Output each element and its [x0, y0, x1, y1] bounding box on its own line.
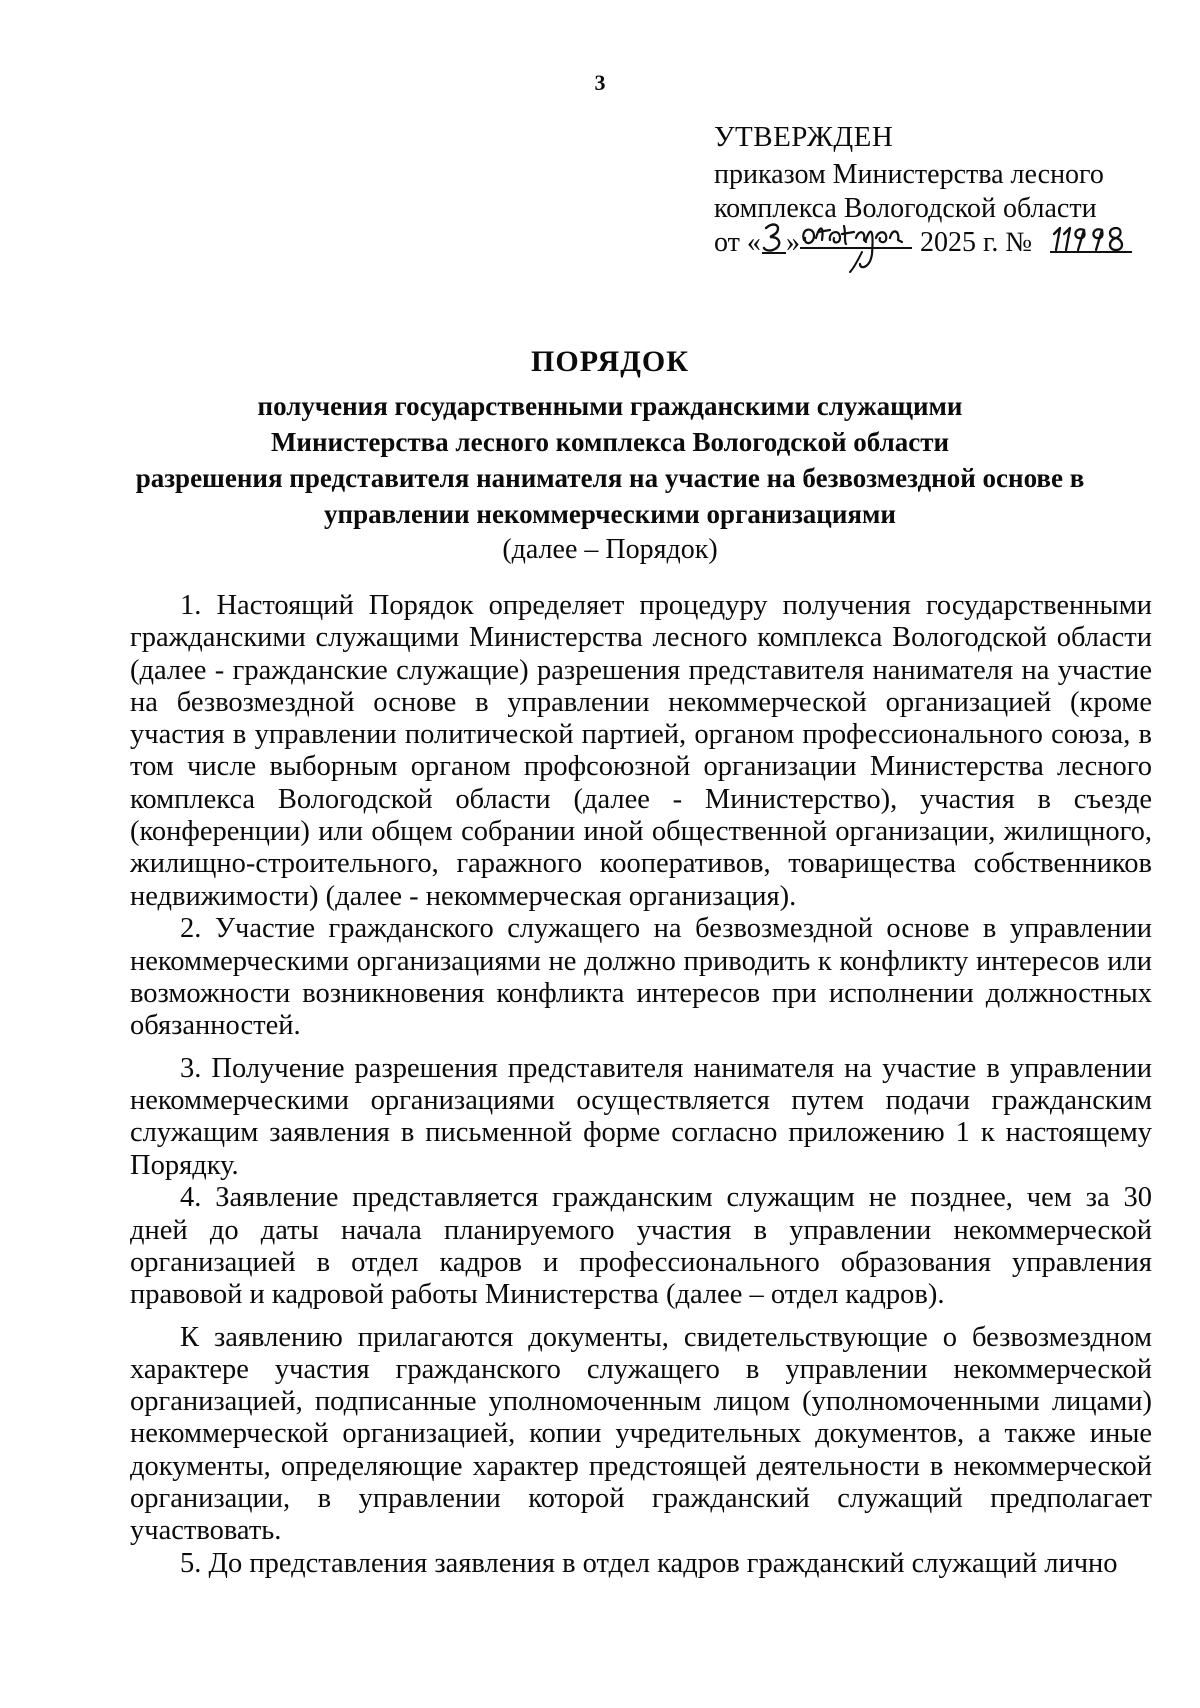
- paragraph-1: 1. Настоящий Порядок определяет процедуру получения государственными гражданскими служащими Министерства лесного комплекса Вологодской области (далее - гражданские служащие) разрешения представителя нанимателя на участие на безвозмездной основе в управлении некоммерческой организацией (кроме участия в управлении политической партией, органом профессионального союза, в том числе выборным органом профсоюзной организации Министерства лесного комплекса Вологодской области (далее - Министерство), участия в съезде (конференции) или общем собрании иной общественной организации, жилищного, жилищно-строительного, гаражного кооперативов, товарищества собственников недвижимости) (далее - некоммерческая организация).: [130, 590, 1152, 912]
- handwritten-day-signature: [762, 220, 786, 260]
- paragraph-5: 5. До представления заявления в отдел кадров гражданский служащий лично: [180, 1548, 1118, 1580]
- document-subtitle-line-1: получения государственными гражданскими служащими: [257, 391, 963, 421]
- page-number: 3: [594, 70, 606, 95]
- document-short-name-note: (далее – Порядок): [502, 534, 718, 565]
- date-year-and-number-label: 2025 г. №: [920, 227, 1033, 258]
- handwritten-month-signature: [800, 214, 916, 274]
- handwritten-order-number-signature: [1050, 216, 1134, 262]
- paragraph-3: 3. Получение разрешения представителя нанимателя на участие в управлении некоммерческими организациями осуществляется путем подачи гражданским служащим заявления в письменной форме согласно приложению 1 к настоящему Порядку.: [130, 1052, 1152, 1181]
- approval-date-line: [714, 226, 1154, 262]
- document-title-block: [110, 342, 1110, 568]
- paragraph-4: 4. Заявление представляется гражданским служащим не позднее, чем за 30 дней до даты начала планируемого участия в управлении некоммерческой организацией в отдел кадров и профессионального образования управления правовой и кадровой работы Министерства (далее – отдел кадров).: [130, 1182, 1152, 1311]
- document-subtitle-line-4: управлении некоммерческими организациями: [324, 499, 896, 529]
- paragraph-2: 2. Участие гражданского служащего на безвозмездной основе в управлении некоммерческими организациями не должно приводить к конфликту интересов или возможности возникновения конфликта интересов при исполнении должностных обязанностей.: [130, 913, 1152, 1042]
- approval-line-1: приказом Министерства лесного: [714, 159, 1104, 190]
- date-close-quote: »: [786, 227, 800, 258]
- date-prefix: от «: [714, 227, 761, 258]
- document-body: [130, 590, 1152, 1581]
- document-heading: ПОРЯДОК: [531, 345, 689, 378]
- paragraph-4-attachments: К заявлению прилагаются документы, свидетельствующие о безвозмездном характере участия гражданского служащего в управлении некоммерческой организацией, подписанные уполномоченным лицом (уполномоченными лицами) некоммерческой организацией, копии учредительных документов, а также иные документы, определяющие характер предстоящей деятельности в некоммерческой организации, в управлении которой гражданский служащий предполагает участвовать.: [130, 1321, 1152, 1547]
- approval-stamp: [714, 120, 1154, 262]
- approval-title: УТВЕРЖДЕН: [714, 121, 894, 153]
- approval-line-2: комплекса Вологодской области: [714, 193, 1097, 224]
- document-subtitle-line-2: Министерства лесного комплекса Вологодской области: [270, 427, 950, 457]
- document-subtitle-line-3: разрешения представителя нанимателя на участие на безвозмездной основе в: [135, 463, 1085, 493]
